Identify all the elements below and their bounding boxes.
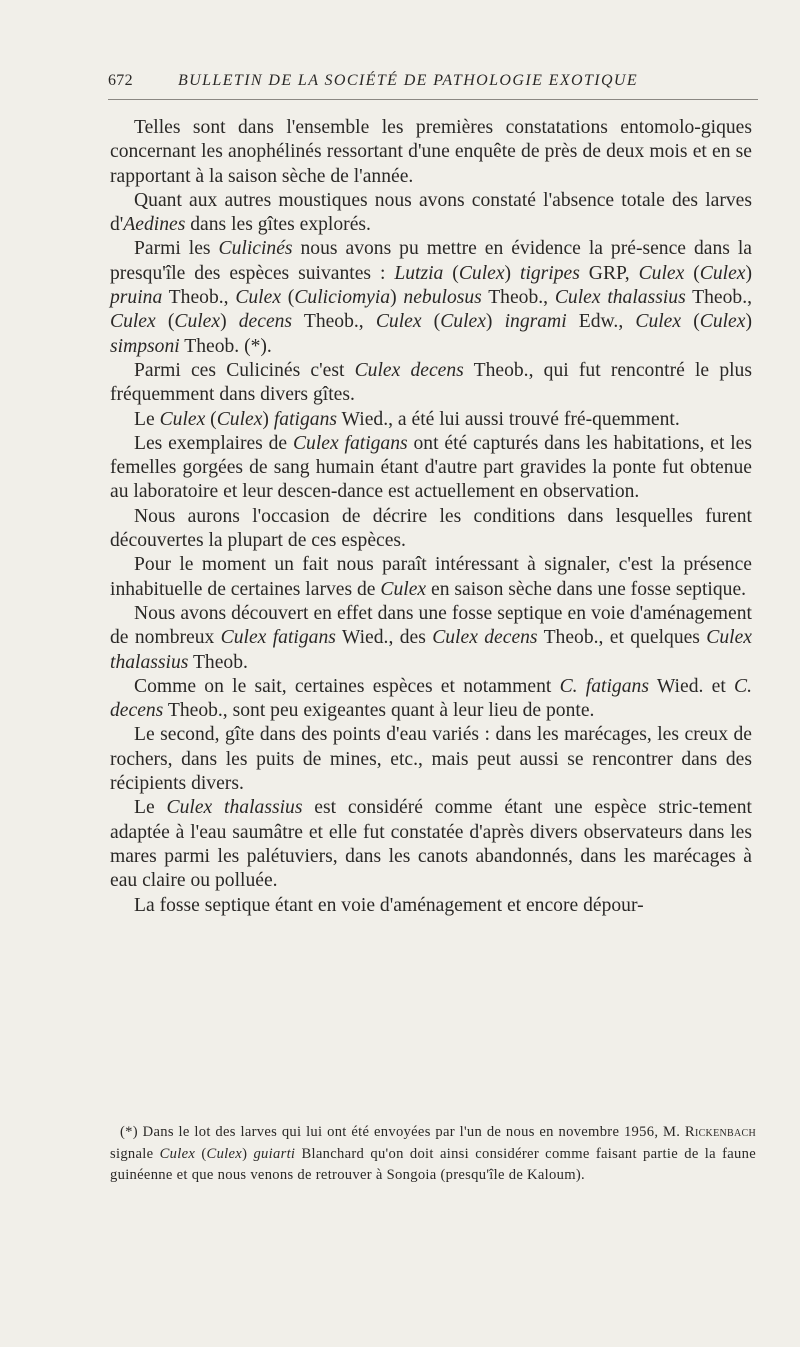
italic-text: simpsoni [110,335,180,357]
text-run: ) [504,262,520,284]
text-run: ( [681,311,700,333]
italic-text: Culex thalassius [166,797,303,819]
paragraph [110,675,752,724]
text-run: ( [684,262,700,284]
text-run: Les exemplaires de [134,432,293,454]
text-run: Theob., [685,287,752,309]
italic-text: Culex [174,311,221,333]
text-run: ) [485,311,505,333]
text-run: est considéré comme étant une espèce stric-tement adaptée à l'eau saumâtre et elle fut constatée d'après divers observateurs dans les mares parmi les palétuviers, dans les canots abandonnés, dans les marécages à eau claire ou polluée. [110,797,752,892]
text-run: Wied. et [648,675,735,697]
footnote-paragraph [110,1122,756,1187]
paragraph [110,602,752,675]
text-run: Le [134,797,167,819]
header-rule [108,99,758,100]
italic-text: pruina [110,287,163,309]
text-run: Telles sont dans l'ensemble les premières constatations entomolo-giques concernant les anophélinés ressortant d'une enquête de près de deux mois et en se rapportant à la saison sèche de l'année. [110,117,752,187]
text-run: ) [390,287,404,309]
italic-text: Culex [235,287,282,309]
text-run: Parmi ces Culicinés c'est [134,359,355,381]
text-run: ) [745,311,752,333]
italic-text: Culex [206,1145,243,1162]
text-run: Wied., des [335,627,433,649]
author-name: Rickenbach [684,1124,756,1140]
italic-text: fatigans [273,408,338,430]
italic-text: Culex [380,578,427,600]
text-run: Blanchard qu'on doit ainsi considérer comme faisant partie de la faune guinéenne et que nous venons de retrouver à Songoia (presqu'île de Kaloum). [110,1145,757,1183]
text-run: Theob., et quelques [537,627,707,649]
text-run: signale [110,1145,160,1162]
footnote [110,1122,756,1187]
text-run: Theob., [292,311,376,333]
italic-text: Culex fatigans [220,627,336,649]
italic-text: Lutzia [394,262,444,284]
text-run: Parmi les [134,238,219,260]
text-run: ( [443,262,459,284]
italic-text: Culex [440,311,486,333]
paragraph [110,553,752,602]
text-run: Theob., qui fut rencontré le plus fréquemment dans divers gîtes. [110,359,752,406]
italic-text: Culex [635,311,682,333]
paragraph [110,237,752,358]
text-run: ( [195,1145,207,1162]
text-run: Le second, gîte dans des points d'eau variés : dans les marécages, les creux de rochers, dans les puits de mines, etc., mais peut aussi se rencontrer dans des récipients divers. [110,724,752,795]
italic-text: Culex thalassius [110,627,752,673]
text-run: Quant aux autres moustiques nous avons constaté l'absence totale des larves d' [110,189,752,236]
text-run: nous avons pu mettre en évidence la pré-sence dans la presqu'île des espèces suivantes : [110,238,752,284]
paragraph [110,796,752,893]
italic-text: ingrami [504,311,567,333]
text-run: Theob. (*). [179,335,272,357]
text-run: dans les gîtes explorés. [185,214,371,236]
paragraph [110,432,752,505]
text-run: ) [220,311,239,333]
text-run: Theob. [188,651,248,673]
text-run: GRP, [579,262,639,284]
paragraph [110,505,752,554]
italic-text: Culex [699,262,746,284]
text-run: Pour le moment un fait nous paraît intéressant à signaler, c'est la présence inhabituelle de certaines larves de [110,554,752,600]
text-run: Nous avons découvert en effet dans une fosse septique en voie d'aménagement de nombreux [110,602,752,649]
italic-text: Culex [159,408,206,430]
italic-text: Aedines [123,214,186,236]
text-run: (*) Dans le lot des larves qui lui ont été envoyées par l'un de nous en novembre 1956, M. [120,1124,685,1140]
italic-text: Culex thalassius [554,287,686,309]
text-run: ( [155,311,175,333]
italic-text: C. fatigans [559,675,649,697]
italic-text: Culex [638,262,685,284]
paragraph [110,189,752,238]
text-run: Comme on le sait, certaines espèces et notamment [134,675,560,697]
text-run: ) [242,1145,254,1162]
page-number: 672 [108,72,133,89]
italic-text: C. decens [110,675,752,722]
text-run: Edw., [566,311,636,333]
text-run: Theob., [481,287,555,309]
paragraph [110,359,752,408]
italic-text: Culex [159,1145,196,1162]
journal-title: BULLETIN DE LA SOCIÉTÉ DE PATHOLOGIE EXOTIQUE [178,72,639,89]
text-run: ( [205,408,217,430]
text-run: Nous aurons l'occasion de décrire les conditions dans lesquelles furent découvertes la plupart de ces espèces. [110,505,752,552]
italic-text: Culex decens [432,627,538,649]
text-run: La fosse septique étant en voie d'aménagement et encore dépour- [134,894,644,916]
text-run: ( [421,311,441,333]
italic-text: Culex [375,311,422,333]
text-run: ) [262,408,274,430]
text-run: ( [281,287,295,309]
italic-text: decens [238,311,293,333]
paragraph [110,723,752,796]
body-text [110,116,752,918]
text-run: ont été capturés dans les habitations, et les femelles gorgées de sang humain étant d'autre part gravides la ponte fut obtenue au laboratoire et leur descen-dance est actuellement en observation. [110,432,752,503]
text-run: ) [745,262,752,284]
italic-text: Culex fatigans [292,432,408,454]
text-run: Wied., a été lui aussi trouvé fré-quemment. [337,408,680,430]
text-run: Theob., [162,287,236,309]
paragraph [110,894,752,918]
text-run: en saison sèche dans une fosse septique. [426,578,747,600]
italic-text: Culex [216,408,263,430]
italic-text: Culex decens [354,359,464,381]
italic-text: guiarti [253,1145,296,1162]
italic-text: Culex [110,311,156,333]
italic-text: nebulosus [403,287,482,309]
italic-text: Culex [699,311,746,333]
paragraph [110,408,752,432]
text-run: Le [134,408,160,430]
italic-text: Culex [458,262,505,284]
italic-text: Culiciomyia [294,287,391,309]
paragraph [110,116,752,189]
text-run: Theob., sont peu exigeantes quant à leur lieu de ponte. [163,700,595,722]
italic-text: tigripes [520,262,580,284]
italic-text: Culicinés [218,238,293,260]
